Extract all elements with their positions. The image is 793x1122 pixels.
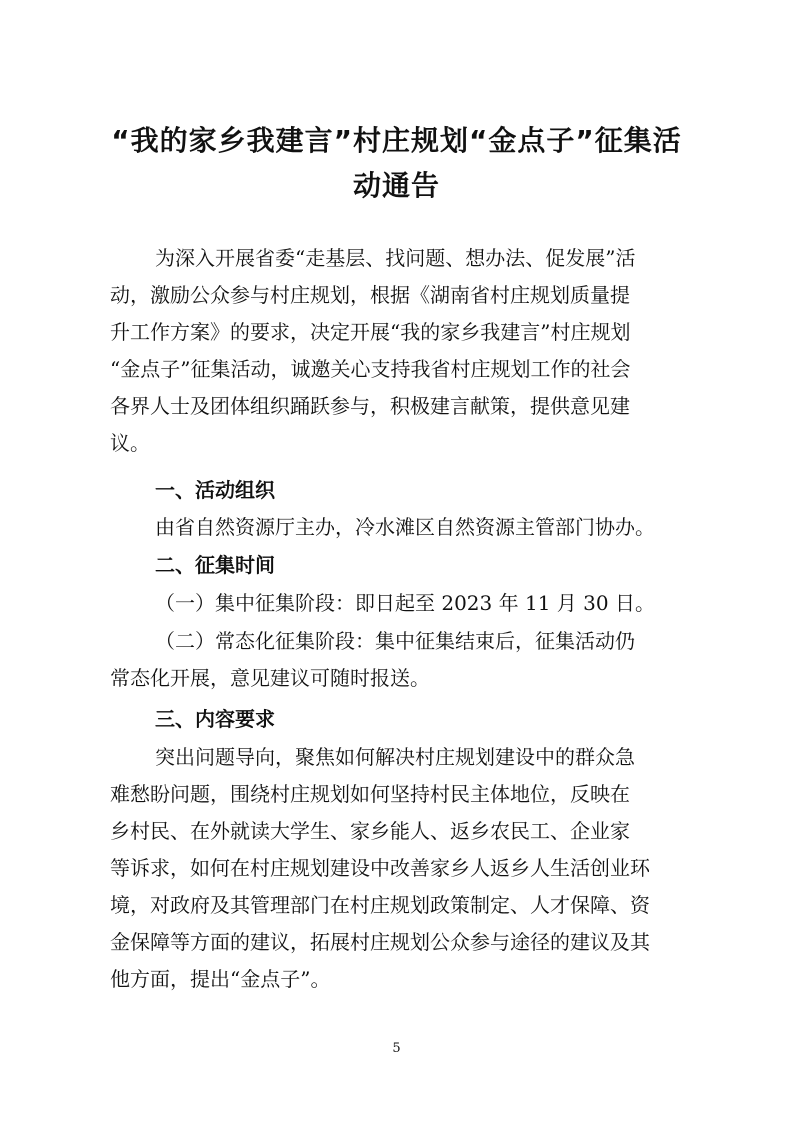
section-body-line: 乡村民、在外就读大学生、家乡能人、返乡农民工、企业家 — [110, 819, 630, 843]
title-line: 动通告 — [352, 169, 440, 202]
page-number: 5 — [392, 1041, 401, 1056]
intro-line: 升工作方案》的要求，决定开展“我的家乡我建言”村庄规划 — [110, 320, 631, 344]
section-body-line: 他方面，提出“金点子”。 — [110, 967, 331, 991]
section-body-line: （一）集中征集阶段：即日起至 2023 年 11 月 30 日。 — [155, 591, 655, 615]
section-body-line: （二）常态化征集阶段：集中征集结束后，征集活动仍 — [155, 629, 635, 653]
intro-line: 各界人士及团体组织踊跃参与，积极建言献策，提供意见建 — [110, 394, 630, 418]
section-heading-content: 三、内容要求 — [155, 707, 275, 731]
intro-line: “金点子”征集活动，诚邀关心支持我省村庄规划工作的社会 — [110, 357, 631, 381]
intro-line: 动，激励公众参与村庄规划，根据《湖南省村庄规划质量提 — [110, 283, 630, 307]
section-body-line: 突出问题导向，聚焦如何解决村庄规划建设中的群众急 — [155, 745, 635, 769]
section-body-line: 常态化开展，意见建议可随时报送。 — [110, 666, 430, 690]
title-line: “我的家乡我建言”村庄规划“金点子”征集活 — [111, 124, 682, 157]
section-body-line: 难愁盼问题，围绕村庄规划如何坚持村民主体地位，反映在 — [110, 782, 630, 806]
document-title — [100, 118, 693, 208]
section-heading-organization: 一、活动组织 — [155, 478, 275, 502]
section-body-line: 金保障等方面的建议，拓展村庄规划公众参与途径的建议及其 — [110, 930, 650, 954]
intro-line: 为深入开展省委“走基层、找问题、想办法、促发展”活 — [155, 246, 636, 270]
section-body-line: 等诉求，如何在村庄规划建设中改善家乡人返乡人生活创业环 — [110, 856, 650, 880]
section-heading-time: 二、征集时间 — [155, 553, 275, 577]
section-body-line: 由省自然资源厅主办，冷水滩区自然资源主管部门协办。 — [155, 515, 655, 539]
intro-line: 议。 — [110, 431, 150, 455]
section-body-line: 境，对政府及其管理部门在村庄规划政策制定、人才保障、资 — [110, 893, 650, 917]
